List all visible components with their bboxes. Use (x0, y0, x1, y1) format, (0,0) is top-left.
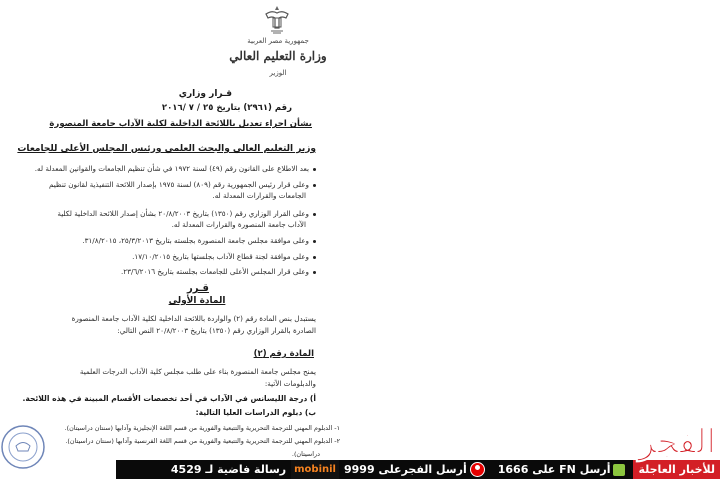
official-stamp-icon (0, 424, 46, 470)
degree-item-b: ب) دبلوم الدراسات العليا التالية: (195, 408, 316, 417)
banner-mobinil-logo: mobinil (291, 460, 339, 479)
republic-label: جمهورية مصر العربية (247, 37, 309, 45)
bullet-icon (313, 168, 316, 171)
bullet-icon (313, 213, 316, 216)
bullet-icon (313, 256, 316, 259)
article-two-line: والدبلومات الآتية: (264, 379, 316, 388)
decree-subject: بشأن اجراء تعديل باللائحة الداخلية لكلية الآداب جامعة المنصورة (49, 119, 312, 129)
bullet-icon (313, 271, 316, 274)
consideration-continuation: الآداب جامعة المنصورة والقرارات المعدلة له. (171, 220, 306, 229)
vodafone-logo-icon (470, 462, 485, 477)
al-fagr-logo: الفجر (638, 422, 716, 462)
banner-empty-message: رسالة فاضية لـ 4529 (166, 460, 291, 479)
article-one-line: الصادرة بالقرار الوزاري رقم (١٣٥٠) بتاريخ ٢٠/٨/٢٠٠٣ النص التالي: (117, 326, 316, 335)
ministry-name: وزارة التعليم العالي (229, 49, 327, 63)
decided-heading: قـرر (187, 283, 209, 294)
issuing-authority: وزير التعليم العالي والبحث العلمي ورئيس المجلس الأعلى للجامعات (17, 144, 316, 154)
diploma-item-continuation: دراسيتان). (291, 450, 320, 458)
consideration-item: وعلى القرار الوزاري رقم (١٣٥٠) بتاريخ ٢٠/٨/٢٠٠٣ بشأن إصدار اللائحة الداخلية لكلية (44, 209, 316, 218)
banner-etisalat-segment: أرسل FN على 1666 (493, 460, 634, 479)
article-two-line: يمنح مجلس جامعة المنصورة بناء على طلب مجلس كلية الآداب الدرجات العلمية (79, 367, 316, 376)
diploma-item: ٢- الدبلوم المهني للترجمة التحريرية والتتبعية والفورية من قسم اللغة الفرنسية وآدابها (سنتان دراسيتان). (65, 437, 340, 445)
consideration-item: وعلى قرار رئيس الجمهورية رقم (٨٠٩) لسنة ١٩٧٥ بإصدار اللائحة التنفيذية لقانون تنظيم (44, 180, 316, 189)
bullet-icon (313, 184, 316, 187)
decree-title: قـرار وزاري (178, 89, 232, 99)
sms-ad-banner (116, 460, 720, 479)
banner-vodafone-segment: أرسل الفجرعلى 9999 (339, 460, 493, 479)
consideration-item: بعد الاطلاع على القانون رقم (٤٩) لسنة ١٩٧٢ في شأن تنظيم الجامعات والقوانين المعدلة له. (44, 164, 316, 173)
minister-label: الوزير (269, 69, 287, 77)
consideration-item: وعلى موافقة لجنة قطاع الآداب بجلستها بتاريخ ١٧/١٠/٢٠١٥. (44, 252, 316, 261)
article-one-heading: المادة الأولى (168, 296, 226, 306)
etisalat-logo-icon (613, 464, 625, 476)
consideration-continuation: الجامعات والقرارات المعدلة له. (212, 191, 306, 200)
consideration-item: وعلى موافقة مجلس جامعة المنصورة بجلسته بتاريخ ٢٥/٣/٢٠١٣، ٣١/٨/٢٠١٥. (44, 236, 316, 245)
consideration-item: وعلى قرار المجلس الأعلى للجامعات بجلسته بتاريخ ٢٣/٦/٢٠١٦. (44, 267, 316, 276)
article-one-line: يستبدل بنص المادة رقم (٢) والواردة باللائحة الداخلية لكلية الآداب جامعة المنصورة (71, 314, 316, 323)
bullet-icon (313, 240, 316, 243)
diploma-item: ١- الدبلوم المهني للترجمة التحريرية والتتبعية والفورية من قسم اللغة الإنجليزية وآدابها (سنتان دراسيتان). (64, 424, 340, 432)
egypt-eagle-emblem-icon (262, 4, 292, 36)
degree-item-a: أ) درجة الليسانس في الآداب في أحد تخصصات الأقسام المبينة في هذه اللائحة. (22, 394, 316, 403)
banner-breaking-news: للأخبار العاجلة (633, 460, 720, 479)
decree-number: رقم (٢٩٦١) بتاريخ ٢٥ / ٧ /٢٠١٦ (161, 103, 292, 113)
article-two-heading: المادة رقم (٢) (253, 349, 314, 359)
